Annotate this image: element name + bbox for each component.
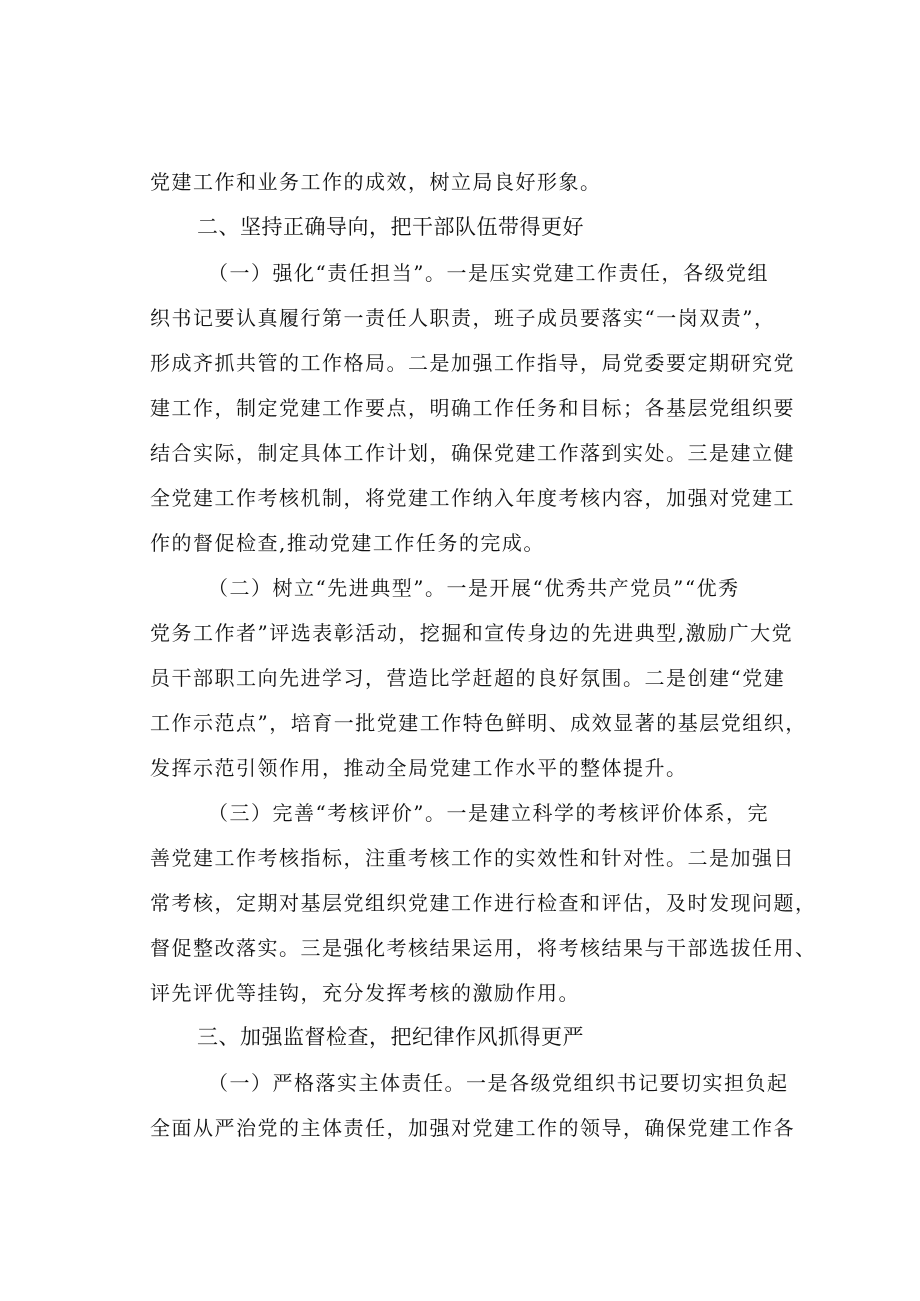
paragraph-line: 全党建工作考核机制，将党建工作纳入年度考核内容，加强对党建工 [150,486,795,510]
paragraph-line: 常考核，定期对基层党组织党建工作进行检查和评估，及时发现问题， [150,891,817,915]
paragraph-line: 作的督促检查,推动党建工作任务的完成。 [150,531,545,555]
paragraph-line: 建工作，制定党建工作要点，明确工作任务和目标；各基层党组织要 [150,396,795,420]
paragraph-line: （三）完善“考核评价”。一是建立科学的考核评价体系，完 [208,801,769,825]
section-heading-3: 三、加强监督检查，把纪律作风抓得更严 [197,1025,584,1049]
paragraph-line: （一）强化“责任担当”。一是压实党建工作责任，各级党组 [208,261,769,285]
paragraph-line: 评先评优等挂钩，充分发挥考核的激励作用。 [150,981,580,1005]
paragraph-line: 党建工作和业务工作的成效，树立局良好形象。 [150,170,602,194]
paragraph-line: （一）严格落实主体责任。一是各级党组织书记要切实担负起 [208,1071,789,1095]
paragraph-line: 党务工作者”评选表彰活动，挖掘和宣传身边的先进典型,激励广大党 [150,621,794,645]
paragraph-line: 工作示范点”，培育一批党建工作特色鲜明、成效显著的基层党组织， [150,711,807,735]
paragraph-line: 督促整改落实。三是强化考核结果运用，将考核结果与干部选拔任用、 [150,936,817,960]
paragraph-line: 善党建工作考核指标，注重考核工作的实效性和针对性。二是加强日 [150,846,795,870]
paragraph-line: 员干部职工向先进学习，营造比学赶超的良好氛围。二是创建“党建 [150,666,786,690]
section-heading-2: 二、坚持正确导向，把干部队伍带得更好 [197,215,584,239]
paragraph-line: 织书记要认真履行第一责任人职责，班子成员要落实“一岗双责”， [150,306,776,330]
paragraph-line: 发挥示范引领作用，推动全局党建工作水平的整体提升。 [150,756,688,780]
paragraph-line: 形成齐抓共管的工作格局。二是加强工作指导，局党委要定期研究党 [150,351,795,375]
paragraph-line: （二）树立“先进典型”。一是开展“优秀共产党员”“优秀 [208,576,740,600]
paragraph-line: 全面从严治党的主体责任，加强对党建工作的领导，确保党建工作各 [150,1116,795,1140]
paragraph-line: 结合实际，制定具体工作计划，确保党建工作落到实处。三是建立健 [150,441,795,465]
